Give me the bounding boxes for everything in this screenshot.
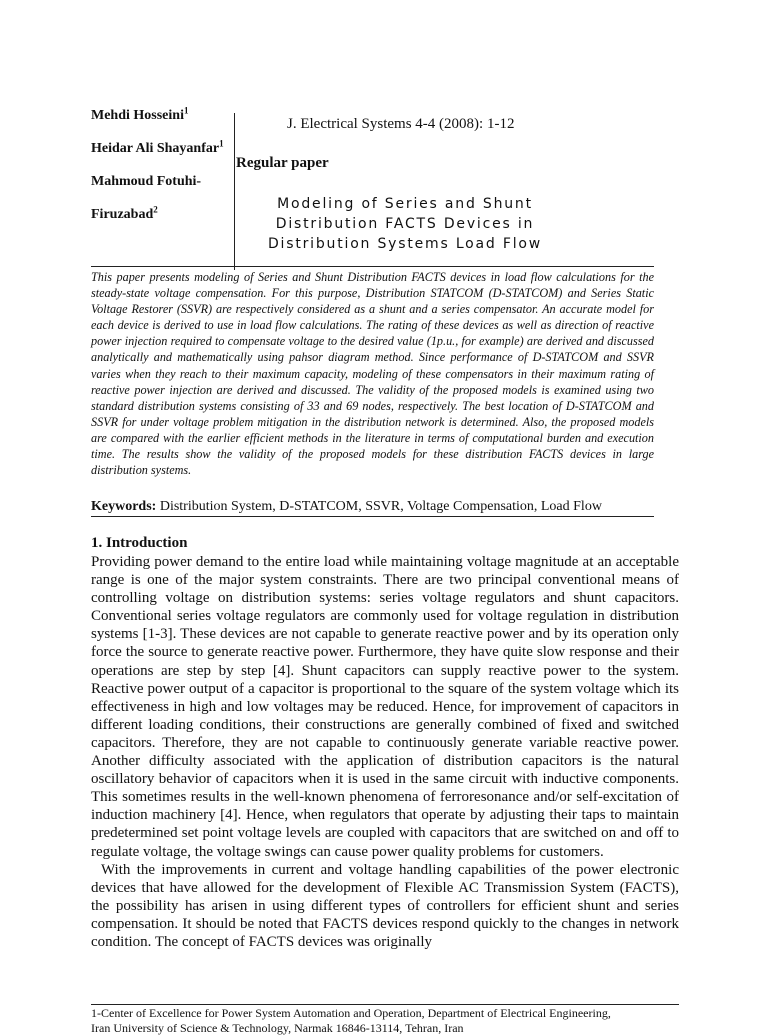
author-name: Mahmoud Fotuhi- (91, 174, 202, 189)
title-line: Distribution FACTS Devices in (275, 216, 535, 232)
title-line: Modeling of Series and Shunt (277, 196, 533, 212)
keywords-label: Keywords: (91, 499, 157, 514)
author-name: Heidar Ali Shayanfar$^1$ (91, 138, 224, 156)
keywords-rule (91, 516, 654, 517)
vertical-divider (234, 113, 235, 270)
journal-citation: J. Electrical Systems 4-4 (2008): 1-12 (287, 116, 515, 132)
section-body (91, 553, 679, 951)
paper-type: Regular paper (236, 155, 329, 171)
section-heading: 1. Introduction (91, 535, 188, 551)
footnote-line: 1-Center of Excellence for Power System Automation and Operation, Department of Electrical Engineering, (91, 1006, 611, 1020)
paragraph: With the improvements in current and voltage handling capabilities of the power electronic devices that have allowed for the development of Flexible AC Transmission System (FACTS), the possibility has arisen in using different types of controllers for efficient shunt and series compensation. It should be noted that FACTS devices respond quickly to the changes in network condition. The concept of FACTS devices was originally (91, 861, 679, 950)
keywords-text: Distribution System, D-STATCOM, SSVR, Voltage Compensation, Load Flow (156, 499, 602, 514)
paper-title (240, 194, 570, 254)
keywords (91, 498, 654, 516)
paragraph: Providing power demand to the entire load while maintaining voltage magnitude at an acceptable range is one of the major system constraints. There are two principal conventional means of controlling voltage on distribution systems: series voltage regulators and shunt capacitors. Conventional series voltage regulators are commonly used for voltage regulation in distribution systems [1-3]. These devices are not capable to generate reactive power and by its operation only force the source to generate reactive power. Furthermore, they have quite slow response and their operations are step by step [4]. Shunt capacitors can supply reactive power to the system. Reactive power output of a capacitor is proportional to the square of the system voltage which its effectiveness in high and low voltages may be reduced. Hence, for improvement of capacitors in different loading conditions, their constructions are generally combined of fixed and switched capacitors. Therefore, they are not capable to continuously generate variable reactive power. Another difficulty associated with the application of distribution capacitors is the natural oscillatory behavior of capacitors when it is used in the same circuit with inductive components. This sometimes results in the well-known phenomena of ferroresonance and/or self-excitation of induction machinery [4]. Hence, when regulators that operate by adjusting their taps to maintain predetermined set point voltage levels are coupled with capacitors that are switched on and off to regulate voltage, the voltage swings can cause power quality problems for customers. (91, 554, 679, 860)
author-list (91, 106, 233, 238)
title-line: Distribution Systems Load Flow (267, 236, 543, 252)
author-name: Mehdi Hosseini$^1$ (91, 105, 189, 123)
footnote (91, 1006, 691, 1036)
abstract: This paper presents modeling of Series and Shunt Distribution FACTS devices in load flow calculations for the steady-state voltage compensation. For this purpose, Distribution STATCOM (D-STATCOM) and Series Static Voltage Restorer (SSVR) are respectively considered as a shunt and a series compensator. An accurate model for each device is derived to use in load flow calculations. The rating of these devices as well as direction of reactive power injection required to compensate voltage to the desired value (1p.u., for example) are derived and discussed analytically and mathematically using pahsor diagram method. Since performance of D-STATCOM and SSVR varies when they reach to their maximum capacity, modeling of these compensators in their maximum rating of reactive power injection are derived and discussed. The validity of the proposed models is examined using two standard distribution systems consisting of 33 and 69 nodes, respectively. The best location of D-STATCOM and SSVR for under voltage problem mitigation in the distribution network is determined. Also, the proposed models are compared with the earlier efficient methods in the literature in terms of computational burden and execution time. The results show the validity of the proposed models for these distribution FACTS devices in large distribution systems. (91, 270, 654, 478)
author-name: Firuzabad$^2$ (91, 204, 158, 222)
footnote-line: Iran University of Science & Technology, Narmak 16846-13114, Tehran, Iran (91, 1021, 464, 1035)
footnote-rule (91, 1004, 679, 1005)
header-rule (91, 266, 654, 267)
